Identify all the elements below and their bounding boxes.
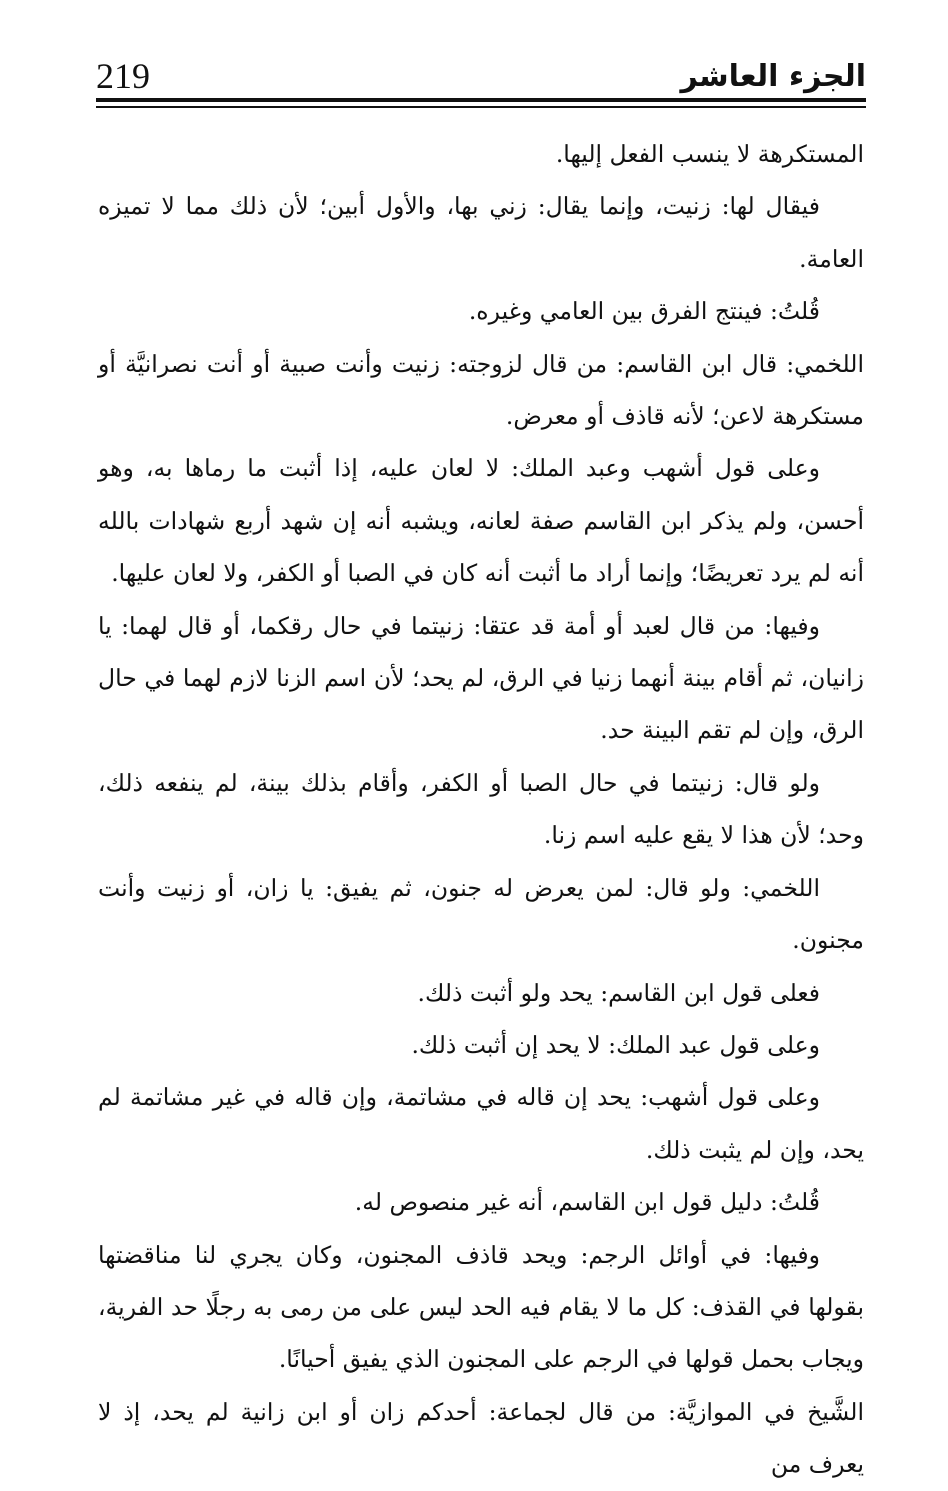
header-rule-thick [96,98,866,102]
paragraph: فيقال لها: زنيت، وإنما يقال: زني بها، والأول أبين؛ لأن ذلك مما لا تميزه العامة. [98,192,864,273]
paragraph: اللخمي: قال ابن القاسم: من قال لزوجته: زنيت وأنت صبية أو أنت نصرانيَّة أو مستكرهة لاعن؛ لأنه قاذف أو معرض. [98,349,864,431]
paragraph: اللخمي: ولو قال: لمن يعرض له جنون، ثم يفيق: يا زان، أو زنيت وأنت مجنون. [98,873,864,955]
paragraph: المستكرهة لا ينسب الفعل إليها. [555,140,864,168]
paragraph: قُلتُ: دليل قول ابن القاسم، أنه غير منصوص له. [354,1188,820,1217]
running-title: الجزء العاشر [680,59,866,94]
paragraph: وعلى قول أشهب: يحد إن قاله في مشاتمة، وإن قاله في غير مشاتمة لم يحد، وإن لم يثبت ذلك. [98,1083,864,1164]
paragraph: قُلتُ: فينتج الفرق بين العامي وغيره. [468,297,820,326]
paragraph: فعلى قول ابن القاسم: يحد ولو أثبت ذلك. [417,978,820,1007]
header-rule-thin [96,106,866,108]
page-header [96,52,866,98]
paragraph: وعلى قول أشهب وعبد الملك: لا لعان عليه، إذا أثبت ما رماها به، وهو أحسن، ولم يذكر ابن القاسم صفة لعانه، ويشبه أنه إن شهد أربع شهادات بالله أنه لم يرد تعريضًا؛ وإنما أراد ما أثبت أنه كان في الصبا أو الكفر، ولا لعان عليها. [98,454,864,588]
paragraph: وفيها: في أوائل الرجم: ويحد قاذف المجنون، وكان يجري لنا مناقضتها بقولها في القذف: كل ما لا يقام فيه الحد ليس على من رمى به رجلًا حد الفرية، ويجاب بحمل قولها في الرجم على المجنون الذي يفيق أحيانًا. [98,1240,864,1374]
paragraph: وفيها: من قال لعبد أو أمة قد عتقا: زنيتما في حال رقكما، أو قال لهما: يا زانيان، ثم أقام بينة أنهما زنيا في الرق، لم يحد؛ لأن اسم الزنا لازم لهما في حال الرق، وإن لم تقم البينة حد. [98,611,864,745]
paragraph: ولو قال: زنيتما في حال الصبا أو الكفر، وأقام بذلك بينة، لم ينفعه ذلك، وحد؛ لأن هذا لا يقع عليه اسم زنا. [98,768,864,850]
paragraph: وعلى قول عبد الملك: لا يحد إن أثبت ذلك. [411,1030,820,1059]
paragraph: الشَّيخ في الموازيَّة: من قال لجماعة: أحدكم زان أو ابن زانية لم يحد، إذ لا يعرف من [98,1397,864,1479]
body-text [98,128,864,1491]
page-number: 219 [96,56,150,96]
